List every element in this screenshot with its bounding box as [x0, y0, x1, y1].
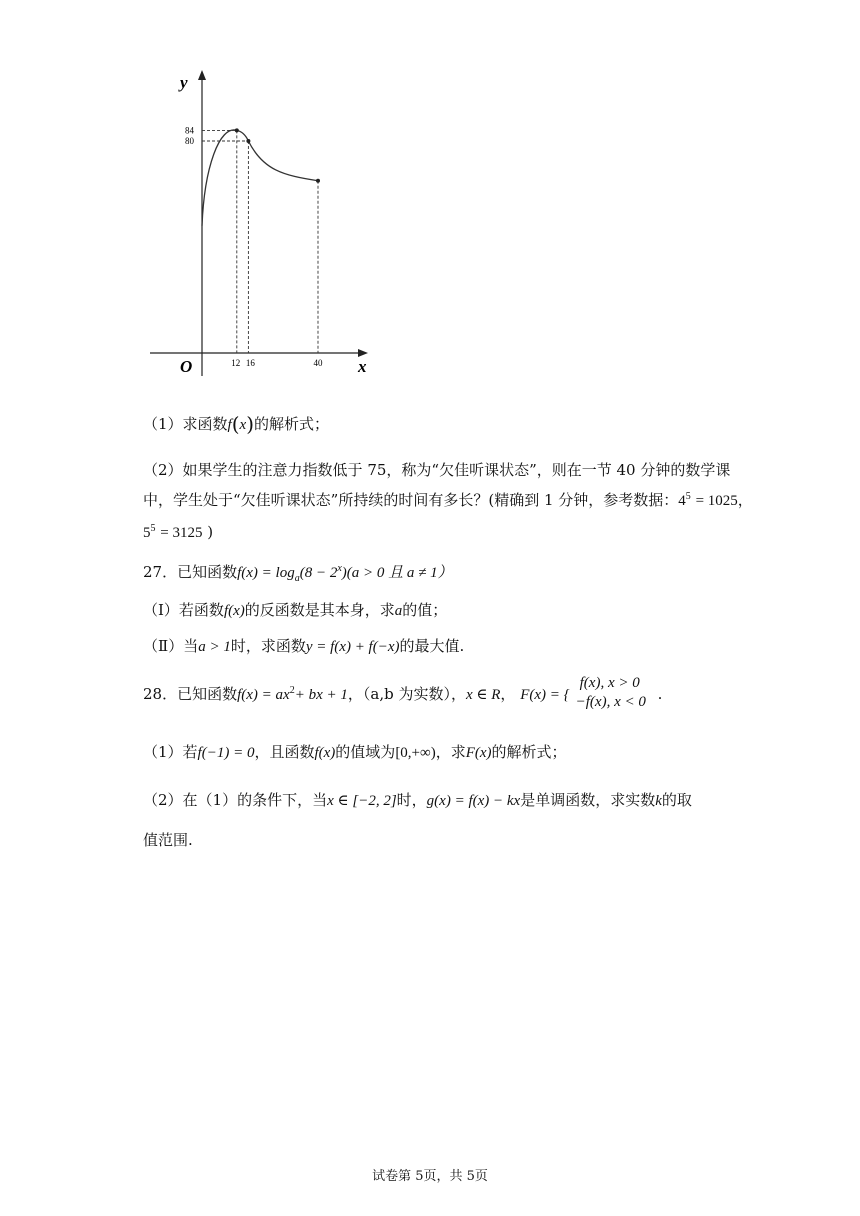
x-axis-label: x [358, 357, 367, 376]
q28-part1-Fx: F(x) [465, 745, 492, 761]
key-points [235, 128, 320, 182]
q28-case1: f(x), x > 0 [579, 675, 640, 691]
x-tick-40: 40 [313, 358, 323, 368]
q28-stem-end: . [657, 685, 663, 703]
q28-part2-g: g(x) = f(x) − kx [426, 793, 521, 809]
attention-graph [140, 66, 390, 386]
x-axis-arrow [358, 349, 368, 357]
q28-part1-cond: f(−1) = 0 [197, 745, 255, 761]
q28-part1-suffix: 的解析式； [491, 743, 567, 761]
page-footer: 试卷第 5页，共 5页 [372, 1169, 488, 1184]
q27-log-base: a [294, 573, 300, 584]
x-tick-12: 12 [231, 358, 241, 368]
q28-part2-suffix: 的取 [661, 791, 692, 809]
q27-condition: (a > 0 且 a ≠ 1） [346, 565, 453, 581]
q28-part2-mid2: 是单调函数，求实数 [520, 791, 656, 809]
key-point-2 [316, 179, 320, 183]
q27-log-arg: (8 − 2 [299, 565, 338, 581]
q28-part1-mid2: 的值域为 [335, 743, 396, 761]
origin-label: O [180, 357, 193, 376]
q27-part1-suffix: 的值； [402, 601, 448, 619]
q26-part2-line2 [143, 490, 753, 511]
q28-case2: −f(x), x < 0 [575, 694, 646, 710]
q28-part1-prefix: （1）若 [143, 743, 198, 761]
q28-comma: ， [500, 685, 516, 703]
guide-lines [202, 130, 318, 353]
q26-part2-line3 [143, 522, 213, 543]
ref1-comma: ， [737, 491, 753, 509]
q28-part1-fx: f(x) [314, 745, 336, 761]
ref1-exp: 5 [685, 491, 691, 502]
q28-note: ，（a,b 为实数）， [347, 685, 466, 703]
key-point-1 [246, 139, 250, 143]
q28-part1-range: [0,+∞) [395, 745, 436, 761]
ref2-value: = 3125 [160, 525, 203, 541]
q27-part1-a: a [394, 603, 403, 619]
q26-part1-prefix: （1）求函数 [143, 415, 228, 433]
y-tick-80: 80 [185, 136, 194, 146]
q26-part2-line1: （2）如果学生的注意力指数低于 75，称为“欠佳听课状态”，则在一节 40 分钟的数学课 [143, 461, 731, 479]
q26-part1: （1）求函数f(x)的解析式； [143, 412, 330, 436]
q27-part2-suffix: 的最大值. [399, 637, 465, 655]
q27-arg-close: ) [341, 565, 347, 581]
q28-fx: f(x) = ax [237, 687, 290, 703]
q28-part1-mid3: ，求 [435, 743, 466, 761]
q28-part2-domain: x ∈ [−2, 2] [327, 793, 397, 809]
y-axis-arrow [198, 70, 206, 80]
q27-part1-fx: f(x) [223, 603, 245, 619]
ref1-base: 4 [678, 493, 686, 509]
key-point-0 [235, 128, 239, 132]
q27-stem-prefix: 已知函数 [177, 563, 238, 581]
q27-part2-mid: 时，求函数 [230, 637, 306, 655]
q28-part1-mid: ，且函数 [254, 743, 315, 761]
q27-number: 27． [143, 563, 178, 581]
q28-domain: x ∈ R [465, 687, 501, 703]
q27-part1 [143, 600, 447, 621]
ref2-exp: 5 [150, 523, 156, 534]
q28-part2-k: k [655, 793, 662, 809]
q27-part1-mid: 的反函数是其本身，求 [244, 601, 395, 619]
q28-part2 [143, 790, 692, 811]
q28-stem [143, 672, 662, 717]
q28-exp: 2 [289, 685, 295, 696]
ref1-value: = 1025 [695, 493, 738, 509]
q27-part2-expr: y = f(x) + f(−x) [305, 639, 400, 655]
attention-curve [202, 130, 318, 226]
ref-close: ) [207, 523, 214, 541]
q28-stem-prefix: 已知函数 [177, 685, 238, 703]
q27-part2 [143, 636, 464, 657]
q28-number: 28． [143, 685, 178, 703]
y-axis-label: y [180, 73, 188, 92]
q27-stem [143, 562, 453, 583]
q28-part2-mid: 时， [396, 791, 427, 809]
y-tick-84: 84 [185, 125, 194, 136]
q28-fx-rest: + bx + 1 [294, 687, 348, 703]
q28-part1 [143, 742, 567, 763]
q28-piecewise [570, 673, 658, 717]
q27-part2-prefix: （Ⅱ）当 [143, 637, 199, 655]
ref2-base: 5 [143, 525, 151, 541]
q27-fx: f(x) = log [237, 565, 295, 581]
q27-arg-exp: x [337, 563, 342, 574]
q27-part1-prefix: （Ⅰ）若函数 [143, 601, 224, 619]
q28-part2-line2: 值范围. [143, 831, 193, 849]
q28-part2-prefix: （2）在（1）的条件下，当 [143, 791, 328, 809]
x-tick-16: 16 [245, 358, 255, 368]
q26-part1-suffix: 的解析式； [254, 415, 330, 433]
q28-Fx: F(x) = { [520, 687, 570, 703]
q27-part2-cond: a > 1 [198, 639, 231, 655]
q26-part2-text: 中，学生处于“欠佳听课状态”所持续的时间有多长？(精确到 1 分钟，参考数据： [143, 491, 679, 509]
